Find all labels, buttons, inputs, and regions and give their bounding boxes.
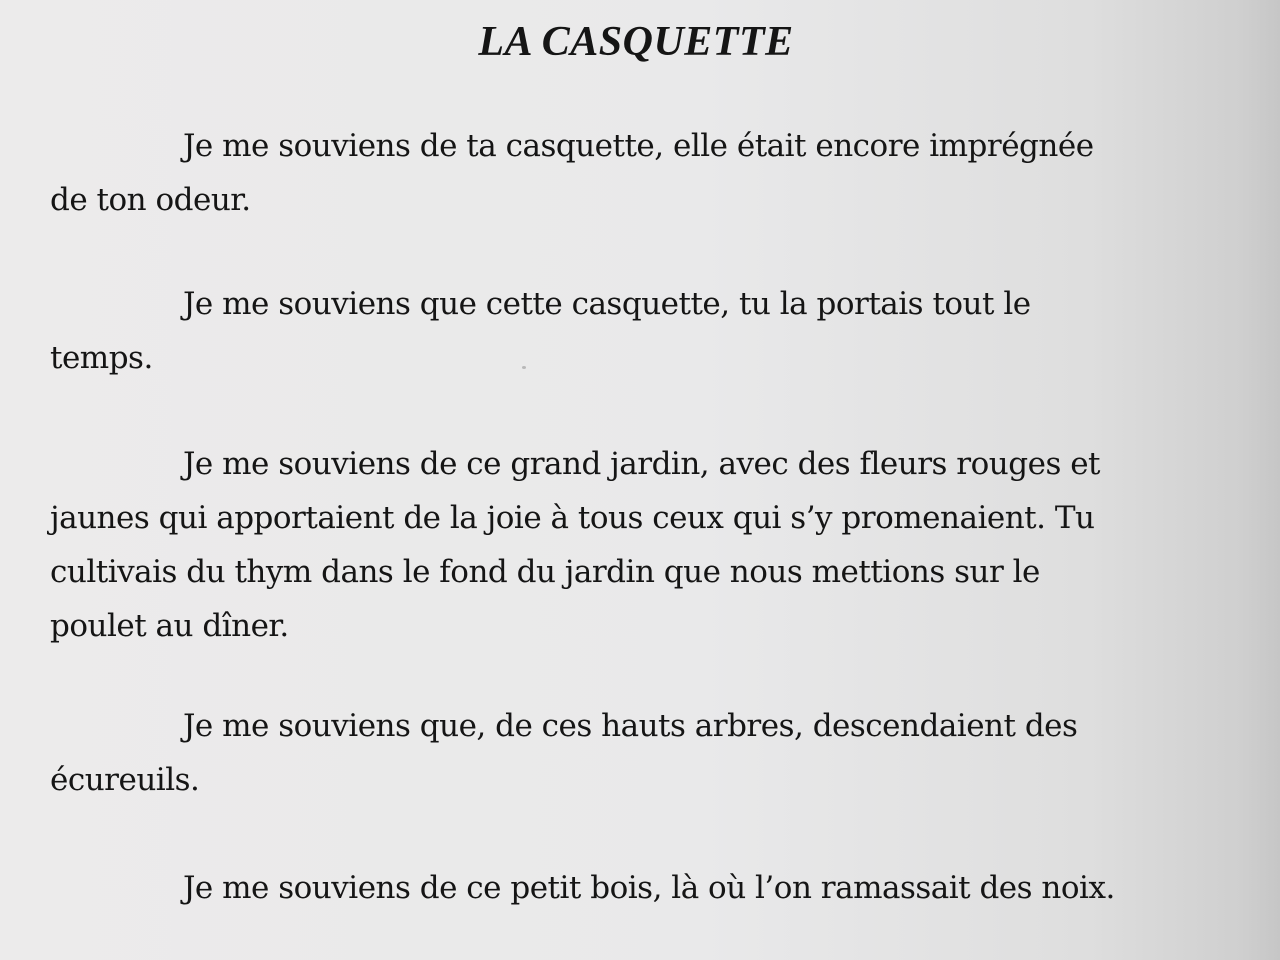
text-line: cultivais du thym dans le fond du jardin que nous mettions sur le	[50, 554, 1040, 590]
paragraph-ecureuils	[50, 699, 1230, 807]
text-line: Je me souviens de ce grand jardin, avec des fleurs rouges et	[183, 446, 1101, 482]
paragraph-grand-jardin	[50, 437, 1230, 653]
text-line: écureuils.	[50, 762, 200, 798]
paper-speck	[522, 366, 526, 369]
text-line: Je me souviens de ta casquette, elle était encore imprégnée	[183, 128, 1094, 164]
text-line: Je me souviens que, de ces hauts arbres, descendaient des	[183, 708, 1078, 744]
text-line: jaunes qui apportaient de la joie à tous ceux qui s’y promenaient. Tu	[50, 500, 1095, 536]
text-line: poulet au dîner.	[50, 608, 289, 644]
text-line: de ton odeur.	[50, 182, 251, 218]
text-line: Je me souviens de ce petit bois, là où l’on ramassait des noix.	[183, 870, 1115, 906]
text-line: temps.	[50, 340, 153, 376]
text-line: Je me souviens que cette casquette, tu la portais tout le	[183, 286, 1031, 322]
paragraph-casquette-portais	[50, 277, 1230, 385]
paragraph-petit-bois	[50, 861, 1230, 915]
paragraph-casquette-odeur	[50, 119, 1230, 227]
chapter-title: LA CASQUETTE	[478, 19, 794, 65]
